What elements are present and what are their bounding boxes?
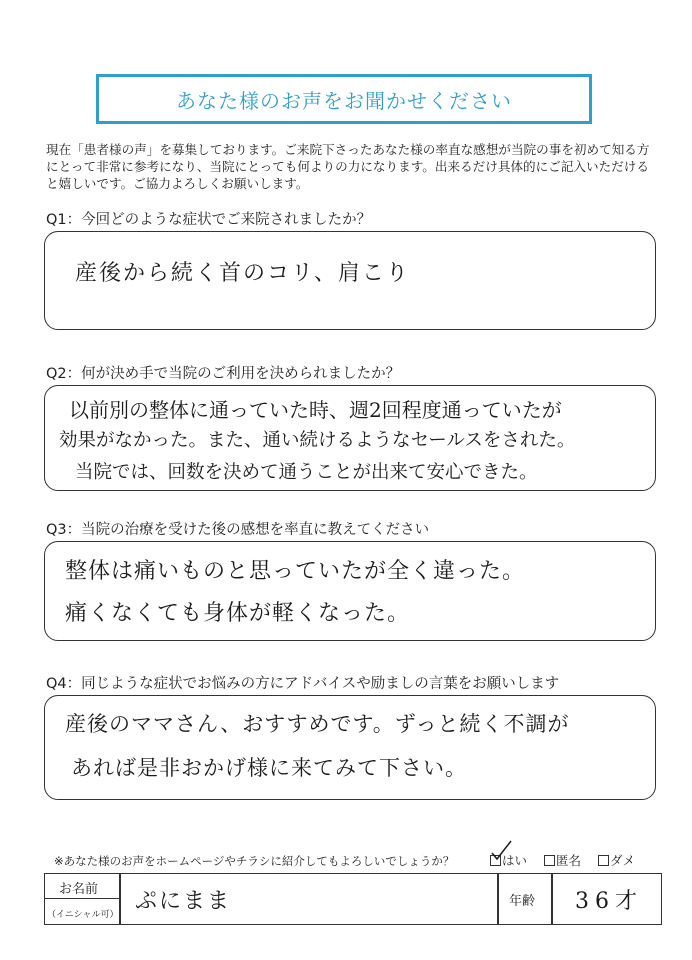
name-age-table <box>44 873 662 925</box>
answer-4-line-2: あれば是非おかげ様に来てみて下さい。 <box>71 756 467 780</box>
form-title: あなた様のお声をお聞かせください <box>96 74 592 124</box>
checkbox[interactable] <box>544 855 555 866</box>
name-note: （イニシャル可） <box>47 910 119 920</box>
age-label: 年齢 <box>509 894 536 909</box>
intro-text: 現在「患者様の声」を募集しております。ご来院下さったあなた様の率直な感想が当院の事を初めて知る方にとって非常に参考になり、当院にとっても何よりの力になります。出来るだけ具体的にご記入いただけると嬉しいです。ご協力よろしくお願いします。 <box>46 142 650 191</box>
question-1-label: Q1：今回どのような症状でご来院されましたか？ <box>46 212 372 228</box>
answer-2-line-3: 当院では、回数を決めて通うことが出来て安心できた。 <box>75 462 538 483</box>
answer-1-line-1: 産後から続く首のコリ、肩こり <box>75 261 410 286</box>
consent-question: ※あなた様のお声をホームページやチラシに紹介してもよろしいでしょうか？ <box>54 854 455 868</box>
divider <box>551 874 553 924</box>
answer-4-line-1: 産後のママさん、おすすめです。ずっと続く不調が <box>65 712 570 736</box>
divider <box>497 874 499 924</box>
name-label: お名前 <box>59 882 99 897</box>
answer-4-box <box>44 695 656 800</box>
question-3-label: Q3：当院の治療を受けた後の感想を率直に教えてください <box>46 522 430 538</box>
answer-3-line-1: 整体は痛いものと思っていたが全く違った。 <box>65 559 526 584</box>
answer-2-box <box>44 385 656 491</box>
name-value[interactable]: ぷにまま <box>135 889 232 914</box>
answer-2-line-2: 効果がなかった。また、通い続けるようなセールスをされた。 <box>59 430 576 451</box>
checkbox[interactable] <box>598 855 609 866</box>
consent-option-no[interactable]: ダメ <box>598 851 635 869</box>
consent-option-yes[interactable]: はい <box>490 851 527 869</box>
question-4-label: Q4：同じような症状でお悩みの方にアドバイスや励ましの言葉をお願いします <box>46 676 560 692</box>
divider <box>45 898 119 899</box>
checkmark-icon <box>489 839 515 865</box>
consent-option-anonymous[interactable]: 匿名 <box>544 851 581 869</box>
answer-1-box <box>44 231 656 330</box>
answer-2-line-1: 以前別の整体に通っていた時、週2回程度通っていたが <box>69 398 562 422</box>
question-2-label: Q2：何が決め手で当院のご利用を決められましたか？ <box>46 366 401 382</box>
answer-3-line-2: 痛くなくても身体が軽くなった。 <box>65 601 411 626</box>
divider <box>119 874 121 924</box>
answer-3-box <box>44 541 656 641</box>
age-value[interactable]: 36才 <box>575 889 643 914</box>
